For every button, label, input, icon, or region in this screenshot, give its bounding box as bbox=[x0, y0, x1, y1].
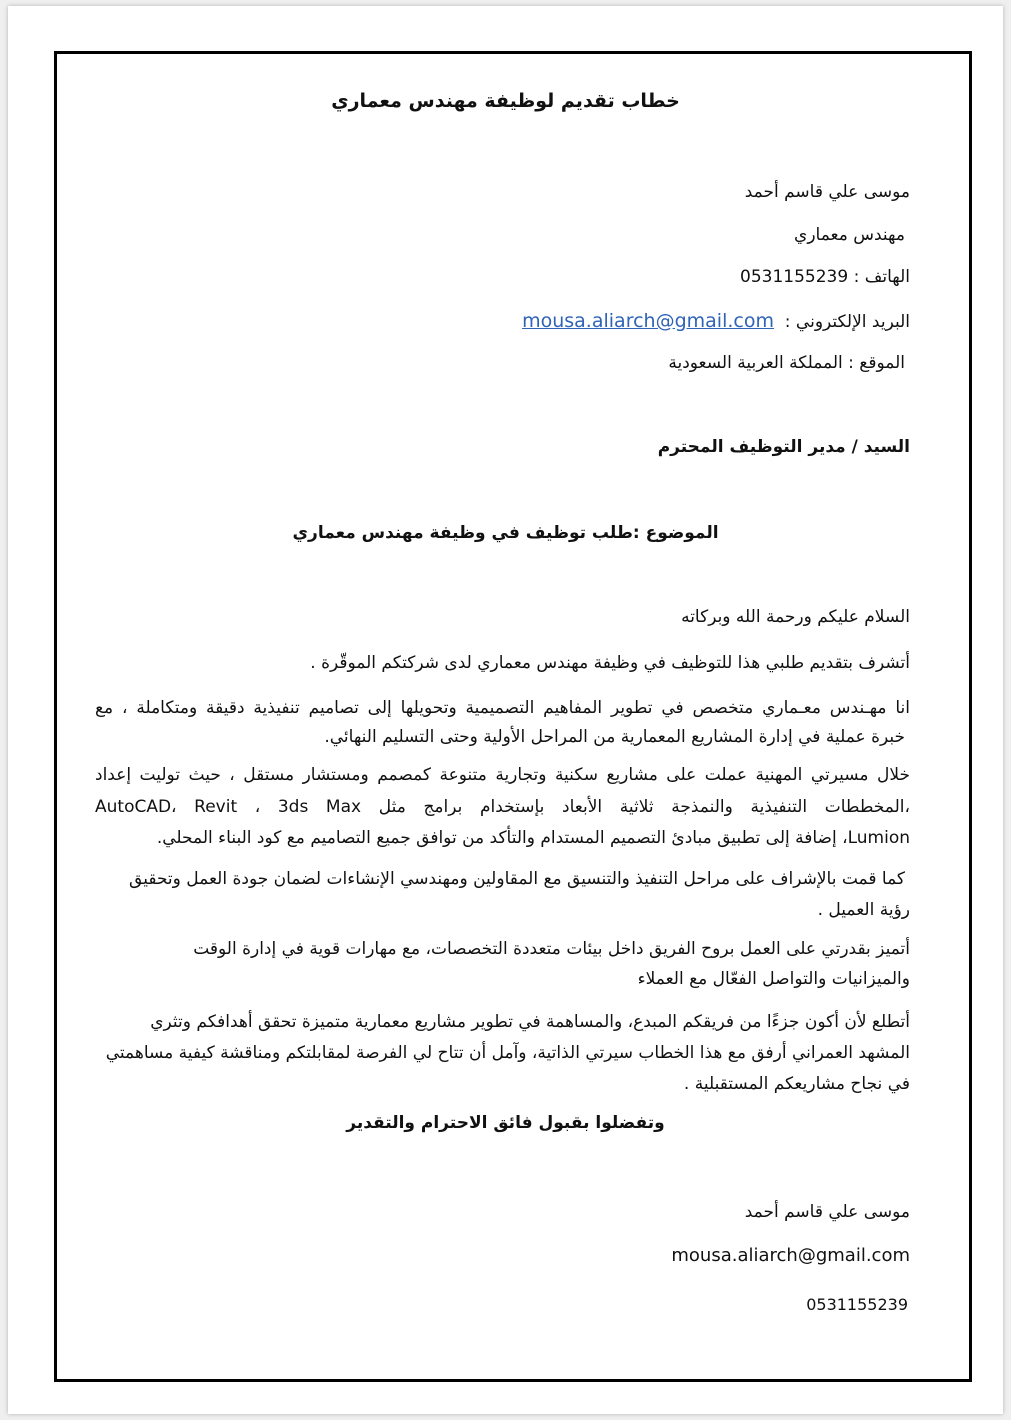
closing: وتفضلوا بقبول فائق الاحترام والتقدير bbox=[346, 1113, 665, 1133]
paragraph-5-line: والميزانيات والتواصل الفعّال مع العملاء bbox=[637, 969, 910, 989]
paragraph-5-line: أتميز بقدرتي على العمل بروح الفريق داخل بيئات متعددة التخصصات، مع مهارات قوية في إدارة الوقت bbox=[193, 939, 910, 959]
paragraph-4-line: كما قمت بالإشراف على مراحل التنفيذ والتنسيق مع المقاولين ومهندسي الإنشاءات لضمان جودة العمل وتحقيق bbox=[129, 869, 905, 889]
signature-phone: 0531155239 bbox=[806, 1295, 908, 1314]
paragraph-3-line: خلال مسيرتي المهنية عملت على مشاريع سكنية وتجارية متنوعة كمصمم ومستشار مستقل ، حيث توليت إعداد bbox=[95, 765, 910, 785]
email-link[interactable]: mousa.aliarch@gmail.com bbox=[522, 310, 774, 332]
sender-name: موسى علي قاسم أحمد bbox=[744, 182, 910, 202]
paragraph-2-line: خبرة عملية في إدارة المشاريع المعمارية من المراحل الأولية وحتى التسليم النهائي. bbox=[324, 727, 905, 747]
email-line bbox=[522, 309, 910, 334]
email-label: البريد الإلكتروني : bbox=[784, 312, 910, 332]
signature-name: موسى علي قاسم أحمد bbox=[744, 1202, 910, 1222]
location-line: الموقع : المملكة العربية السعودية bbox=[668, 353, 905, 373]
phone-line bbox=[740, 265, 910, 289]
paragraph-3-line: Lumion، إضافة إلى تطبيق مبادئ التصميم المستدام والتأكد من توافق جميع التصاميم مع كود البناء المحلي. bbox=[156, 828, 910, 848]
greeting: السلام عليكم ورحمة الله وبركاته bbox=[681, 607, 910, 627]
phone-label: الهاتف : bbox=[853, 267, 910, 287]
paragraph-3-line: ،المخططات التنفيذية والنمذجة ثلاثية الأبعاد بإستخدام برامج مثل AutoCAD، Revit ، 3ds Max bbox=[95, 797, 911, 817]
paragraph-6-line: المشهد العمراني أرفق مع هذا الخطاب سيرتي الذاتية، وآمل أن تتاح لي الفرصة لمقابلتكم ومناقشة كيفية مساهمتي bbox=[105, 1043, 910, 1063]
recipient: السيد / مدير التوظيف المحترم bbox=[657, 437, 910, 457]
paragraph-4-line: رؤية العميل . bbox=[817, 900, 910, 920]
phone-value: 0531155239 bbox=[740, 267, 849, 287]
paragraph-1-line: أتشرف بتقديم طلبي هذا للتوظيف في وظيفة مهندس معماري لدى شركتكم الموقّرة . bbox=[310, 653, 910, 673]
paragraph-6-line: في نجاح مشاريعكم المستقبلية . bbox=[683, 1074, 910, 1094]
letter-title: خطاب تقديم لوظيفة مهندس معماري bbox=[331, 90, 680, 112]
signature-email: mousa.aliarch@gmail.com bbox=[671, 1245, 910, 1266]
sender-job: مهندس معماري bbox=[794, 225, 905, 245]
paragraph-6-line: أتطلع لأن أكون جزءًا من فريقكم المبدع، والمساهمة في تطوير مشاريع معمارية متميزة تحقق أهدافكم وتثري bbox=[150, 1012, 910, 1032]
document-page bbox=[8, 6, 1003, 1414]
paragraph-2-line: انا مهـندس معـماري متخصص في تطوير المفاهيم التصميمية وتحويلها إلى تصاميم تنفيذية دقيقة ومتكاملة ، مع bbox=[95, 698, 910, 718]
subject-line: الموضوع :طلب توظيف في وظيفة مهندس معماري bbox=[292, 523, 719, 543]
